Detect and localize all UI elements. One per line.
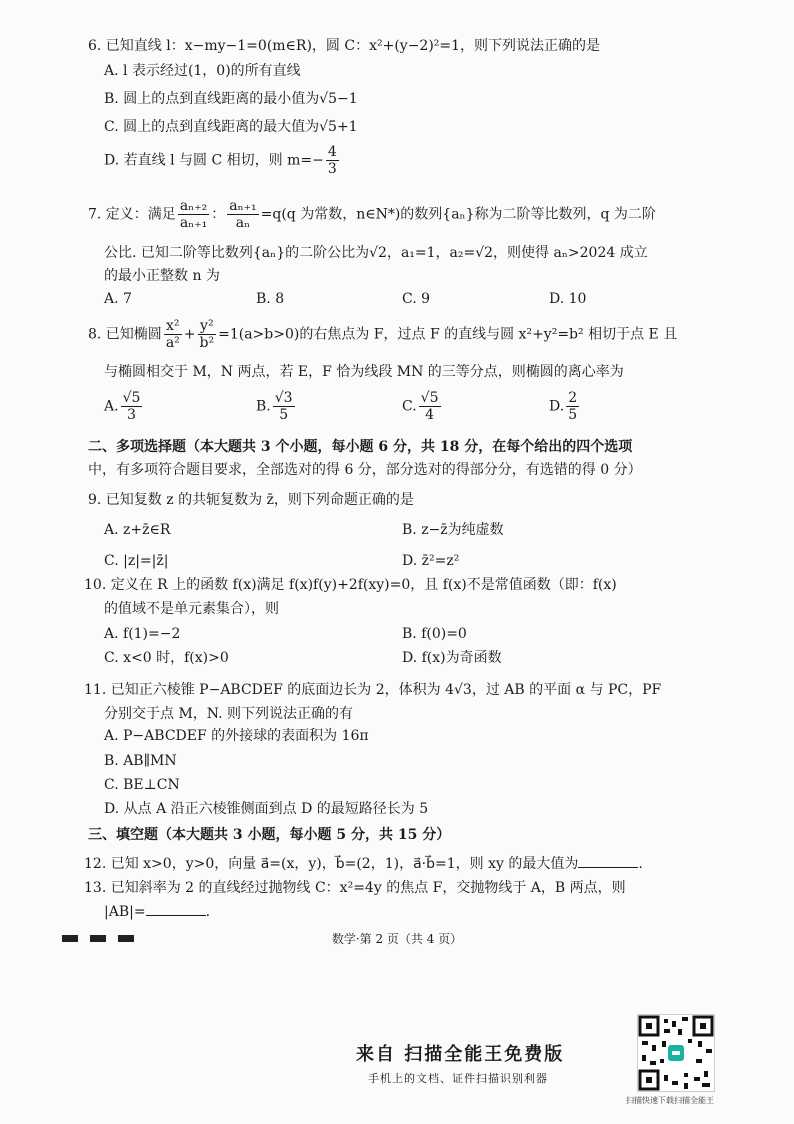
question-6-stem: 6. 已知直线 l：x−my−1=0(m∈R)，圆 C：x²+(y−2)²=1，则下列说法正确的是 <box>88 38 601 54</box>
option-label: A. <box>104 398 119 415</box>
numerator: √3 <box>274 390 293 406</box>
fraction <box>198 318 217 351</box>
question-6-option-a: A. l 表示经过(1，0)的所有直线 <box>104 63 301 79</box>
q8-suffix: =1(a>b>0)的右焦点为 F，过点 F 的直线与圆 x²+y²=b² 相切于点 E 且 <box>218 326 678 343</box>
q8-prefix: 8. 已知椭圆 <box>88 326 162 343</box>
question-7-stem <box>88 198 656 231</box>
option-label: C. <box>402 398 417 415</box>
fraction <box>178 198 209 231</box>
numerator: √5 <box>122 390 141 406</box>
denominator: aₙ₊₁ <box>179 215 208 231</box>
question-7-line-3: 的最小正整数 n 为 <box>104 268 220 284</box>
question-6-option-c: C. 圆上的点到直线距离的最大值为√5+1 <box>104 119 358 135</box>
question-11-option-d: D. 从点 A 沿正六棱锥侧面到点 D 的最短路径长为 5 <box>104 801 429 817</box>
option-label: B. <box>256 398 271 415</box>
question-10-option-d: D. f(x)为奇函数 <box>402 650 502 666</box>
question-7-option-d: D. 10 <box>549 291 587 307</box>
fraction <box>566 390 579 423</box>
page-number: 数学·第 2 页（共 4 页） <box>331 932 463 946</box>
question-9-option-b: B. z−z̄为纯虚数 <box>402 522 504 538</box>
question-6-option-d <box>104 144 341 177</box>
fraction <box>227 198 258 231</box>
question-8-option-a <box>104 390 144 423</box>
question-7-option-b: B. 8 <box>256 291 285 307</box>
question-10-option-a: A. f(1)=−2 <box>104 626 181 642</box>
question-8-line-2: 与椭圆相交于 M，N 两点，若 E，F 恰为线段 MN 的三等分点，则椭圆的离心率为 <box>104 364 624 380</box>
question-8-option-c <box>402 390 443 423</box>
question-10-stem: 10. 定义在 R 上的函数 f(x)满足 f(x)f(y)+2f(xy)=0，且 f(x)不是常值函数（即：f(x) <box>84 577 617 593</box>
question-10-option-b: B. f(0)=0 <box>402 626 467 642</box>
fraction <box>121 390 143 423</box>
q7-suffix: =q(q 为常数，n∈N*)的数列{aₙ}称为二阶等比数列，q 为二阶 <box>260 206 656 223</box>
numerator: aₙ₊₂ <box>179 198 208 214</box>
numerator: x² <box>164 318 182 335</box>
question-6-option-d-text: D. 若直线 l 与圆 C 相切，则 m=− <box>104 152 324 169</box>
numerator: √5 <box>420 390 439 406</box>
question-8-option-b <box>256 390 297 423</box>
section-2-instructions: 中，有多项符合题目要求，全部选对的得 6 分，部分选对的得部分分，有选错的得 0 分） <box>88 462 642 478</box>
question-9-option-c: C. |z|=|z̄| <box>104 553 169 569</box>
answer-blank[interactable] <box>578 855 638 868</box>
question-10-option-c: C. x<0 时，f(x)>0 <box>104 650 229 666</box>
numerator: y² <box>198 318 217 335</box>
question-11-line-2: 分别交于点 M，N. 则下列说法正确的有 <box>104 706 354 722</box>
question-9-option-d: D. z̄²=z² <box>402 553 460 569</box>
question-11-option-b: B. AB∥MN <box>104 753 177 769</box>
q7-colon: ： <box>211 206 226 223</box>
question-12-stem <box>84 854 643 874</box>
numerator: 4 <box>327 144 337 160</box>
fraction <box>419 390 441 423</box>
fraction <box>164 318 182 351</box>
fraction <box>273 390 295 423</box>
q8-plus: + <box>183 326 196 343</box>
qr-caption: 扫描快速下载扫描全能王 <box>626 1096 714 1105</box>
section-3-heading: 三、填空题（本大题共 3 小题，每小题 5 分，共 15 分） <box>88 827 451 843</box>
question-13-stem: 13. 已知斜率为 2 的直线经过抛物线 C：x²=4y 的焦点 F，交抛物线于 A，B 两点，则 <box>84 880 626 896</box>
question-11-stem: 11. 已知正六棱锥 P−ABCDEF 的底面边长为 2，体积为 4√3，过 AB 的平面 α 与 PC，PF <box>84 682 662 698</box>
scanner-watermark-subtitle: 手机上的文档、证件扫描识别利器 <box>368 1072 548 1085</box>
denominator: 5 <box>279 407 289 423</box>
q13-end: . <box>205 904 211 920</box>
scanner-watermark-title: 来自 扫描全能王免费版 <box>356 1044 565 1065</box>
question-9-option-a: A. z+z̄∈R <box>104 522 171 538</box>
question-6-option-b: B. 圆上的点到直线距离的最小值为√5−1 <box>104 91 358 107</box>
denominator: aₙ <box>235 215 251 231</box>
question-8-option-d <box>549 390 581 423</box>
denominator: 4 <box>425 407 435 423</box>
answer-blank[interactable] <box>146 903 206 916</box>
q12-text: 12. 已知 x>0，y>0，向量 a⃗=(x，y)，b⃗=(2，1)，a⃗·b⃗=1，则 xy 的最大值为 <box>84 856 579 872</box>
denominator: 3 <box>327 161 337 177</box>
denominator: a² <box>165 335 180 351</box>
question-13-line-2 <box>104 902 210 922</box>
qr-code <box>637 1014 715 1092</box>
numerator: aₙ₊₁ <box>229 198 257 214</box>
option-label: D. <box>549 398 565 415</box>
q13-text: |AB|= <box>104 904 146 920</box>
question-11-option-a: A. P−ABCDEF 的外接球的表面积为 16π <box>104 728 369 744</box>
question-7-line-2: 公比. 已知二阶等比数列{aₙ}的二阶公比为√2，a₁=1，a₂=√2，则使得 aₙ>2024 成立 <box>104 245 648 261</box>
question-11-option-c: C. BE⊥CN <box>104 777 180 793</box>
question-7-option-c: C. 9 <box>402 291 431 307</box>
question-7-option-a: A. 7 <box>104 291 132 307</box>
denominator: 3 <box>127 407 136 423</box>
q7-prefix: 7. 定义：满足 <box>88 206 176 223</box>
question-8-stem <box>88 318 677 351</box>
denominator: b² <box>199 335 215 351</box>
question-9-stem: 9. 已知复数 z 的共轭复数为 z̄，则下列命题正确的是 <box>88 492 414 508</box>
q12-end: . <box>638 856 643 872</box>
denominator: 5 <box>568 407 578 423</box>
section-2-heading: 二、多项选择题（本大题共 3 个小题，每小题 6 分，共 18 分，在每个给出的四个选项 <box>88 439 633 455</box>
numerator: 2 <box>568 390 578 406</box>
question-10-line-2: 的值域不是单元素集合），则 <box>104 601 279 617</box>
fraction <box>326 144 339 177</box>
